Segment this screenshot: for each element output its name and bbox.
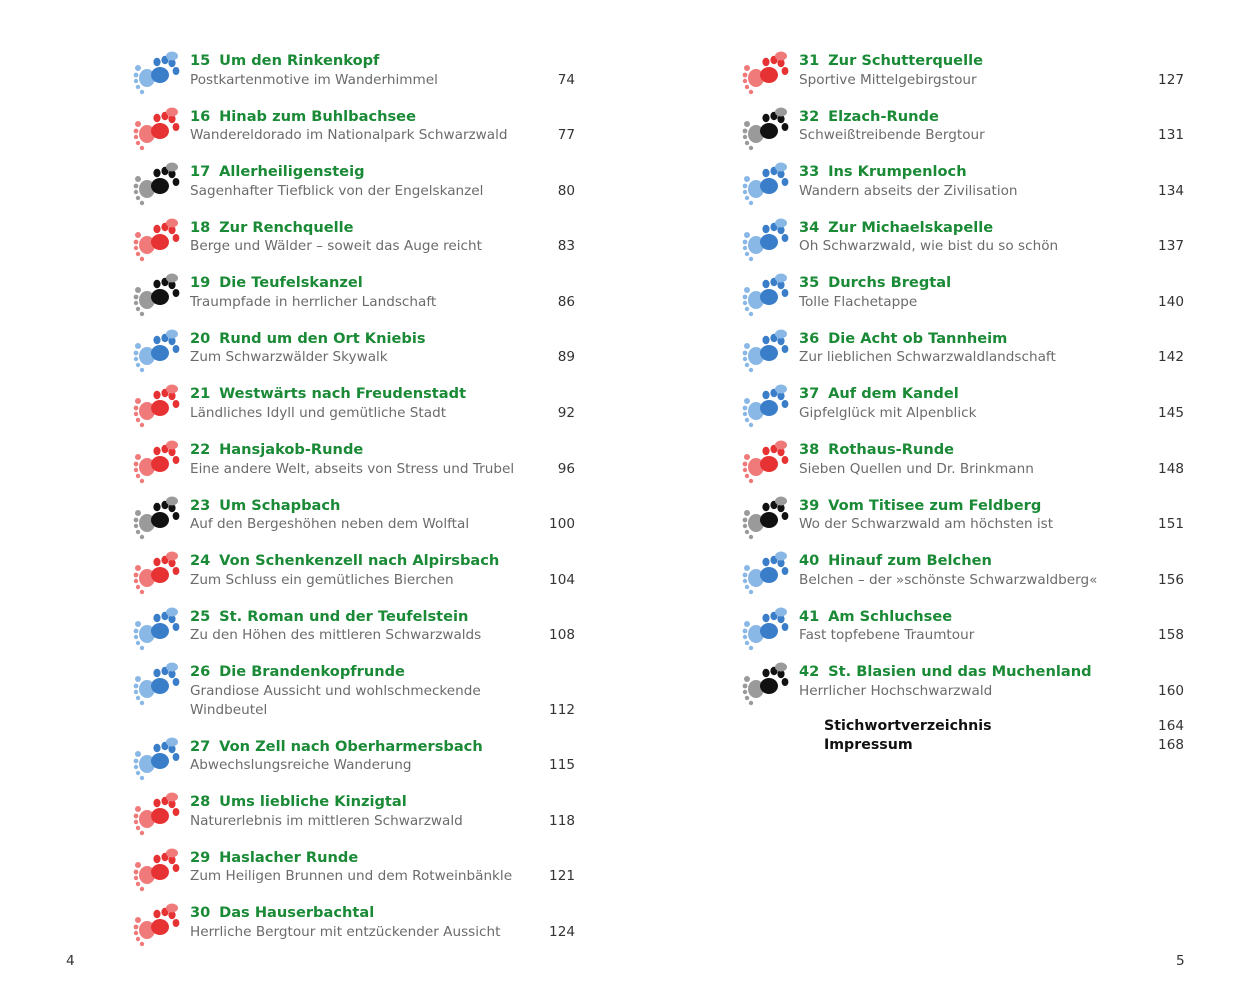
tour-number: 39	[799, 496, 820, 514]
tour-subtitle	[190, 923, 578, 942]
tour-subtitle-line: Sportive Mittelgebirgstour	[799, 71, 977, 88]
toc-entry-19[interactable]	[133, 274, 578, 311]
tour-number: 40	[799, 552, 820, 570]
toc-entry-heading	[190, 330, 578, 349]
tour-page-number: 131	[1158, 127, 1184, 144]
toc-entry-18[interactable]	[133, 219, 578, 256]
tour-subtitle	[190, 756, 578, 775]
tour-subtitle-line: Auf den Bergeshöhen neben dem Wolftal	[190, 516, 470, 533]
tour-subtitle	[190, 237, 578, 256]
tour-subtitle-line: Zum Schwarzwälder Skywalk	[190, 349, 388, 366]
tour-subtitle-line: Herrlicher Hochschwarzwald	[799, 682, 993, 699]
toc-entry-text	[190, 441, 578, 478]
paw-print-icon	[133, 162, 185, 206]
toc-entry-heading	[799, 52, 1187, 71]
toc-entry-heading	[190, 738, 578, 757]
toc-entry-heading	[190, 608, 578, 627]
tour-subtitle	[190, 626, 578, 645]
tour-title: Um den Rinkenkopf	[219, 52, 380, 69]
toc-entry-text	[799, 608, 1187, 645]
toc-entry-heading	[799, 441, 1187, 460]
tour-subtitle-line: Schweißtreibende Bergtour	[799, 127, 985, 144]
tour-number: 20	[190, 329, 211, 347]
tour-subtitle	[190, 293, 578, 312]
paw-print-icon	[742, 218, 794, 262]
toc-entry-text	[799, 552, 1187, 589]
tour-page-number: 92	[557, 405, 575, 422]
tour-subtitle	[190, 460, 578, 479]
tour-subtitle	[190, 571, 578, 590]
tour-title: Rothaus-Runde	[828, 441, 955, 459]
tour-title: Ums liebliche Kinzigtal	[219, 793, 407, 811]
toc-entry-text	[190, 793, 578, 830]
tour-subtitle	[799, 293, 1187, 312]
toc-entry-text	[190, 552, 578, 589]
toc-entry-heading	[190, 552, 578, 571]
toc-entry-33[interactable]	[742, 163, 1187, 200]
tour-subtitle	[799, 460, 1187, 479]
toc-entry-36[interactable]	[742, 330, 1187, 367]
toc-entry-text	[799, 663, 1187, 700]
tour-number: 31	[799, 52, 820, 69]
paw-print-icon	[133, 384, 185, 428]
tour-page-number: 96	[557, 460, 575, 477]
tour-number: 27	[190, 737, 211, 755]
tour-number: 28	[190, 793, 211, 811]
tour-number: 34	[799, 218, 820, 236]
tour-number: 37	[799, 385, 820, 403]
tour-number: 25	[190, 607, 211, 625]
toc-entry-heading	[799, 497, 1187, 516]
toc-entry-26[interactable]	[133, 663, 578, 719]
tour-number: 15	[190, 52, 211, 69]
tour-page-number: 145	[1158, 405, 1184, 422]
paw-print-icon	[133, 107, 185, 151]
tour-subtitle-line: Herrliche Bergtour mit entzückender Aussicht	[190, 923, 501, 940]
paw-print-icon	[133, 440, 185, 484]
tour-page-number: 151	[1158, 516, 1184, 533]
paw-print-icon	[742, 162, 794, 206]
toc-entry-text	[190, 385, 578, 422]
tour-subtitle-line: Traumpfade in herrlicher Landschaft	[190, 293, 437, 310]
tour-title: Am Schluchsee	[828, 607, 953, 625]
tour-page-number: 134	[1158, 182, 1184, 199]
tour-subtitle-line: Tolle Flachetappe	[799, 293, 918, 310]
toc-entry-text	[799, 497, 1187, 534]
tour-title: Hansjakob-Runde	[219, 441, 364, 459]
paw-print-icon	[742, 329, 794, 373]
paw-print-icon	[133, 607, 185, 651]
paw-print-icon	[133, 51, 185, 95]
toc-entry-30[interactable]	[133, 904, 578, 941]
tour-subtitle-line: Zum Schluss ein gemütliches Bierchen	[190, 571, 454, 588]
toc-entry-heading	[190, 904, 578, 923]
tour-subtitle	[190, 812, 578, 831]
tour-number: 29	[190, 848, 211, 866]
toc-entry-heading	[190, 274, 578, 293]
tour-page-number: 115	[549, 757, 575, 774]
toc-entry-heading	[799, 552, 1187, 571]
tour-page-number: 77	[557, 127, 575, 144]
tour-subtitle	[799, 571, 1187, 590]
tour-subtitle	[190, 867, 578, 886]
back-matter-list	[824, 717, 1187, 754]
tour-title: Von Zell nach Oberharmersbach	[219, 737, 483, 755]
tour-page-number: 124	[549, 923, 575, 940]
toc-entry-heading	[799, 608, 1187, 627]
keyword-index-entry[interactable]	[824, 717, 1187, 736]
toc-entry-heading	[799, 219, 1187, 238]
toc-entry-text	[190, 738, 578, 775]
toc-entry-21[interactable]	[133, 385, 578, 422]
tour-title: Durchs Bregtal	[828, 274, 952, 292]
toc-entry-text	[190, 219, 578, 256]
paw-print-icon	[742, 51, 794, 95]
toc-entry-text	[190, 163, 578, 200]
toc-entry-heading	[190, 663, 578, 682]
tour-subtitle-line-2: Windbeutel	[190, 701, 268, 718]
tour-number: 18	[190, 218, 211, 236]
tour-page-number: 74	[557, 71, 575, 88]
tour-page-number: 127	[1158, 71, 1184, 88]
toc-entry-text	[190, 904, 578, 941]
tour-number: 33	[799, 163, 820, 181]
paw-print-icon	[742, 440, 794, 484]
paw-print-icon	[742, 607, 794, 651]
tour-page-number: 80	[557, 182, 575, 199]
paw-print-icon	[133, 329, 185, 373]
toc-entry-text	[799, 274, 1187, 311]
paw-print-icon	[133, 496, 185, 540]
paw-print-icon	[133, 218, 185, 262]
tour-number: 35	[799, 274, 820, 292]
tour-number: 16	[190, 107, 211, 125]
toc-entry-heading	[190, 163, 578, 182]
toc-entry-17[interactable]	[133, 163, 578, 200]
tour-page-number: 148	[1158, 460, 1184, 477]
toc-entry-text	[190, 497, 578, 534]
tour-title: St. Roman und der Teufelstein	[219, 607, 469, 625]
tour-page-number: 156	[1158, 571, 1184, 588]
tour-subtitle-line: Wandern abseits der Zivilisation	[799, 182, 1018, 199]
toc-entry-heading	[799, 163, 1187, 182]
tour-number: 19	[190, 274, 211, 292]
toc-entry-heading	[190, 108, 578, 127]
keyword-index-label: Stichwortverzeichnis	[824, 717, 992, 734]
tour-subtitle-line: Abwechslungsreiche Wanderung	[190, 757, 412, 774]
toc-entry-27[interactable]	[133, 738, 578, 775]
tour-subtitle	[799, 404, 1187, 423]
toc-entry-37[interactable]	[742, 385, 1187, 422]
toc-entry-text	[190, 330, 578, 367]
tour-title: Westwärts nach Freudenstadt	[219, 385, 467, 403]
toc-entry-heading	[190, 219, 578, 238]
tour-subtitle-line: Gipfelglück mit Alpenblick	[799, 405, 977, 422]
toc-entry-text	[799, 441, 1187, 478]
toc-entry-heading	[799, 330, 1187, 349]
paw-print-icon	[742, 496, 794, 540]
tour-title: Vom Titisee zum Feldberg	[828, 496, 1042, 514]
toc-entry-40[interactable]	[742, 552, 1187, 589]
tour-number: 32	[799, 107, 820, 125]
toc-entry-text	[799, 330, 1187, 367]
tour-subtitle-line: Berge und Wälder – soweit das Auge reicht	[190, 238, 482, 255]
tour-subtitle	[190, 682, 578, 719]
toc-entry-text	[190, 663, 578, 719]
toc-entry-text	[799, 219, 1187, 256]
toc-entry-20[interactable]	[133, 330, 578, 367]
tour-number: 41	[799, 607, 820, 625]
tour-subtitle	[799, 348, 1187, 367]
toc-entry-heading	[190, 497, 578, 516]
page-number-right: 5	[1176, 953, 1185, 969]
paw-print-icon	[133, 551, 185, 595]
tour-page-number: 83	[557, 238, 575, 255]
toc-entry-text	[190, 108, 578, 145]
tour-title: Auf dem Kandel	[828, 385, 959, 403]
tour-subtitle-line: Eine andere Welt, abseits von Stress und Trubel	[190, 460, 515, 477]
tour-subtitle	[799, 682, 1187, 701]
tour-title: Die Teufelskanzel	[219, 274, 363, 292]
toc-entry-34[interactable]	[742, 219, 1187, 256]
tour-subtitle	[799, 626, 1187, 645]
toc-entry-24[interactable]	[133, 552, 578, 589]
tour-subtitle-line: Zu den Höhen des mittleren Schwarzwalds	[190, 627, 482, 644]
keyword-index-page: 164	[1158, 717, 1184, 734]
tour-subtitle-line: Oh Schwarzwald, wie bist du so schön	[799, 238, 1059, 255]
tour-page-number: 89	[557, 349, 575, 366]
tour-title: St. Blasien und das Muchenland	[828, 663, 1092, 681]
tour-title: Die Brandenkopfrunde	[219, 663, 405, 681]
toc-entry-heading	[190, 849, 578, 868]
tour-page-number: 140	[1158, 293, 1184, 310]
tour-subtitle	[799, 126, 1187, 145]
tour-number: 38	[799, 441, 820, 459]
tour-number: 36	[799, 329, 820, 347]
tour-number: 17	[190, 163, 211, 181]
toc-entry-29[interactable]	[133, 849, 578, 886]
imprint-page: 168	[1158, 736, 1184, 753]
paw-print-icon	[133, 848, 185, 892]
tour-title: Rund um den Ort Kniebis	[219, 329, 426, 347]
tour-subtitle	[799, 71, 1187, 90]
toc-entry-text	[799, 108, 1187, 145]
paw-print-icon	[133, 903, 185, 947]
tour-number: 24	[190, 552, 211, 570]
paw-print-icon	[133, 737, 185, 781]
tour-subtitle	[190, 182, 578, 201]
tour-number: 22	[190, 441, 211, 459]
tour-subtitle-line: Postkartenmotive im Wanderhimmel	[190, 71, 438, 88]
tour-page-number: 142	[1158, 349, 1184, 366]
tour-title: Allerheiligensteig	[219, 163, 365, 181]
tour-page-number: 118	[549, 812, 575, 829]
tour-title: Das Hauserbachtal	[219, 904, 375, 922]
tour-subtitle	[190, 404, 578, 423]
tour-subtitle	[799, 237, 1187, 256]
page-number-left: 4	[66, 953, 75, 969]
tour-title: Hinab zum Buhlbachsee	[219, 107, 416, 125]
tour-title: Elzach-Runde	[828, 107, 939, 125]
toc-entry-31[interactable]	[742, 52, 1187, 89]
toc-entry-heading	[190, 385, 578, 404]
toc-entry-text	[190, 52, 578, 89]
tour-subtitle	[190, 515, 578, 534]
tour-number: 23	[190, 496, 211, 514]
tour-number: 30	[190, 904, 211, 922]
toc-entry-heading	[190, 441, 578, 460]
toc-entry-heading	[799, 663, 1187, 682]
tour-page-number: 112	[549, 701, 575, 718]
toc-entry-39[interactable]	[742, 497, 1187, 534]
paw-print-icon	[742, 107, 794, 151]
tour-subtitle-line: Sieben Quellen und Dr. Brinkmann	[799, 460, 1034, 477]
toc-entry-heading	[190, 793, 578, 812]
toc-entry-38[interactable]	[742, 441, 1187, 478]
imprint-label: Impressum	[824, 736, 913, 753]
toc-entry-22[interactable]	[133, 441, 578, 478]
tour-page-number: 100	[549, 516, 575, 533]
tour-number: 21	[190, 385, 211, 403]
tour-page-number: 121	[549, 868, 575, 885]
toc-entries-right	[742, 52, 1187, 701]
tour-subtitle-line: Belchen – der »schönste Schwarzwaldberg«	[799, 571, 1098, 588]
tour-subtitle-line: Sagenhafter Tiefblick von der Engelskanzel	[190, 182, 484, 199]
tour-subtitle-line: Naturerlebnis im mittleren Schwarzwald	[190, 812, 463, 829]
tour-page-number: 86	[557, 293, 575, 310]
tour-page-number: 104	[549, 571, 575, 588]
tour-subtitle	[799, 515, 1187, 534]
imprint-entry[interactable]	[824, 736, 1187, 755]
toc-entry-text	[799, 52, 1187, 89]
tour-number: 26	[190, 663, 211, 681]
toc-entry-text	[190, 608, 578, 645]
toc-entry-35[interactable]	[742, 274, 1187, 311]
tour-title: Von Schenkenzell nach Alpirsbach	[219, 552, 500, 570]
tour-title: Hinauf zum Belchen	[828, 552, 992, 570]
paw-print-icon	[133, 273, 185, 317]
tour-title: Zur Michaelskapelle	[828, 218, 994, 236]
tour-subtitle	[190, 126, 578, 145]
tour-subtitle-line: Wo der Schwarzwald am höchsten ist	[799, 516, 1054, 533]
paw-print-icon	[742, 551, 794, 595]
paw-print-icon	[133, 662, 185, 706]
toc-entry-28[interactable]	[133, 793, 578, 830]
paw-print-icon	[133, 792, 185, 836]
tour-page-number: 137	[1158, 238, 1184, 255]
tour-subtitle-line: Fast topfebene Traumtour	[799, 627, 975, 644]
paw-print-icon	[742, 273, 794, 317]
toc-entry-heading	[799, 385, 1187, 404]
toc-entry-text	[190, 849, 578, 886]
toc-entry-heading	[799, 274, 1187, 293]
tour-title: Die Acht ob Tannheim	[828, 329, 1008, 347]
toc-entry-heading	[190, 52, 578, 71]
toc-column-right	[742, 52, 1187, 754]
tour-subtitle	[190, 348, 578, 367]
toc-entry-41[interactable]	[742, 608, 1187, 645]
toc-entry-32[interactable]	[742, 108, 1187, 145]
toc-entry-15[interactable]	[133, 52, 578, 89]
tour-subtitle-line: Grandiose Aussicht und wohlschmeckende	[190, 682, 481, 699]
toc-entry-heading	[799, 108, 1187, 127]
tour-number: 42	[799, 663, 820, 681]
tour-subtitle	[190, 71, 578, 90]
tour-title: Um Schapbach	[219, 496, 341, 514]
paw-print-icon	[742, 384, 794, 428]
toc-entry-text	[190, 274, 578, 311]
toc-entry-25[interactable]	[133, 608, 578, 645]
toc-entry-text	[799, 163, 1187, 200]
tour-page-number: 108	[549, 627, 575, 644]
tour-subtitle-line: Zum Heiligen Brunnen und dem Rotweinbänkle	[190, 868, 513, 885]
toc-entry-23[interactable]	[133, 497, 578, 534]
paw-print-icon	[742, 662, 794, 706]
toc-column-left	[133, 52, 578, 960]
tour-subtitle-line: Zur lieblichen Schwarzwaldlandschaft	[799, 349, 1056, 366]
tour-page-number: 160	[1158, 682, 1184, 699]
toc-entry-text	[799, 385, 1187, 422]
tour-title: Zur Schutterquelle	[828, 52, 983, 69]
tour-subtitle-line: Wandereldorado im Nationalpark Schwarzwald	[190, 127, 508, 144]
tour-title: Zur Renchquelle	[219, 218, 354, 236]
toc-entry-16[interactable]	[133, 108, 578, 145]
tour-subtitle-line: Ländliches Idyll und gemütliche Stadt	[190, 405, 447, 422]
toc-entry-42[interactable]	[742, 663, 1187, 700]
tour-subtitle	[799, 182, 1187, 201]
tour-title: Haslacher Runde	[219, 848, 359, 866]
tour-title: Ins Krumpenloch	[828, 163, 967, 181]
tour-page-number: 158	[1158, 627, 1184, 644]
